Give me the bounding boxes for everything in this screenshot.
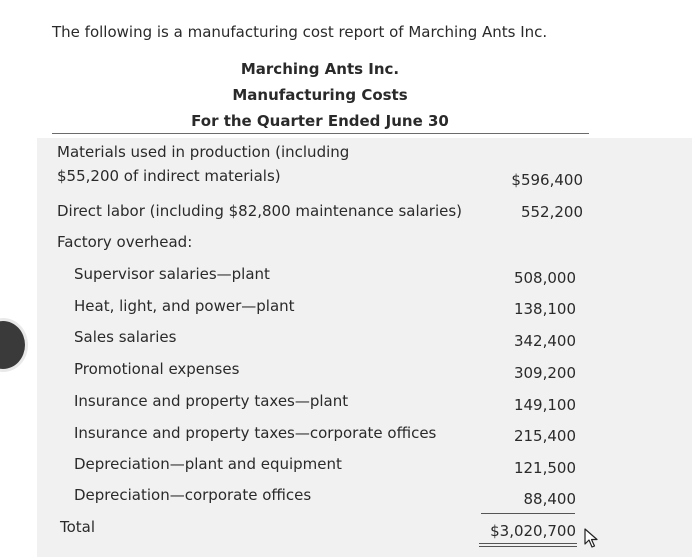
header-divider [52, 133, 589, 134]
insurance-corporate-label: Insurance and property taxes—corporate offices [74, 424, 437, 442]
promotional-expenses-label: Promotional expenses [74, 360, 240, 378]
company-name: Marching Ants Inc. [240, 60, 400, 78]
intro-text: The following is a manufacturing cost report of Marching Ants Inc. [52, 23, 548, 41]
supervisor-salaries-value: 508,000 [513, 269, 576, 287]
insurance-plant-value: 149,100 [513, 396, 576, 414]
depreciation-plant-value: 121,500 [513, 459, 576, 477]
heat-light-power-value: 138,100 [513, 300, 576, 318]
mouse-pointer-icon [584, 528, 598, 548]
sales-salaries-value: 342,400 [513, 332, 576, 350]
factory-overhead-heading: Factory overhead: [57, 233, 193, 251]
materials-value: $596,400 [511, 171, 583, 189]
heat-light-power-label: Heat, light, and power—plant [74, 297, 295, 315]
insurance-plant-label: Insurance and property taxes—plant [74, 392, 349, 410]
materials-label-line2: $55,200 of indirect materials) [57, 167, 281, 185]
supervisor-salaries-label: Supervisor salaries—plant [74, 265, 270, 283]
report-title: Manufacturing Costs [232, 86, 408, 104]
depreciation-corporate-label: Depreciation—corporate offices [74, 486, 312, 504]
sales-salaries-label: Sales salaries [74, 328, 177, 346]
side-overlay-tab[interactable] [0, 318, 28, 372]
total-double-underline [479, 543, 577, 547]
total-label: Total [60, 518, 96, 536]
insurance-corporate-value: 215,400 [513, 427, 576, 445]
direct-labor-label: Direct labor (including $82,800 maintenance salaries) [57, 202, 463, 220]
report-period: For the Quarter Ended June 30 [191, 112, 449, 130]
depreciation-plant-label: Depreciation—plant and equipment [74, 455, 342, 473]
subtotal-rule [481, 513, 575, 514]
depreciation-corporate-value: 88,400 [523, 490, 576, 508]
direct-labor-value: 552,200 [520, 203, 583, 221]
materials-label-line1: Materials used in production (including [57, 143, 350, 161]
total-value: $3,020,700 [490, 522, 576, 540]
promotional-expenses-value: 309,200 [513, 364, 576, 382]
